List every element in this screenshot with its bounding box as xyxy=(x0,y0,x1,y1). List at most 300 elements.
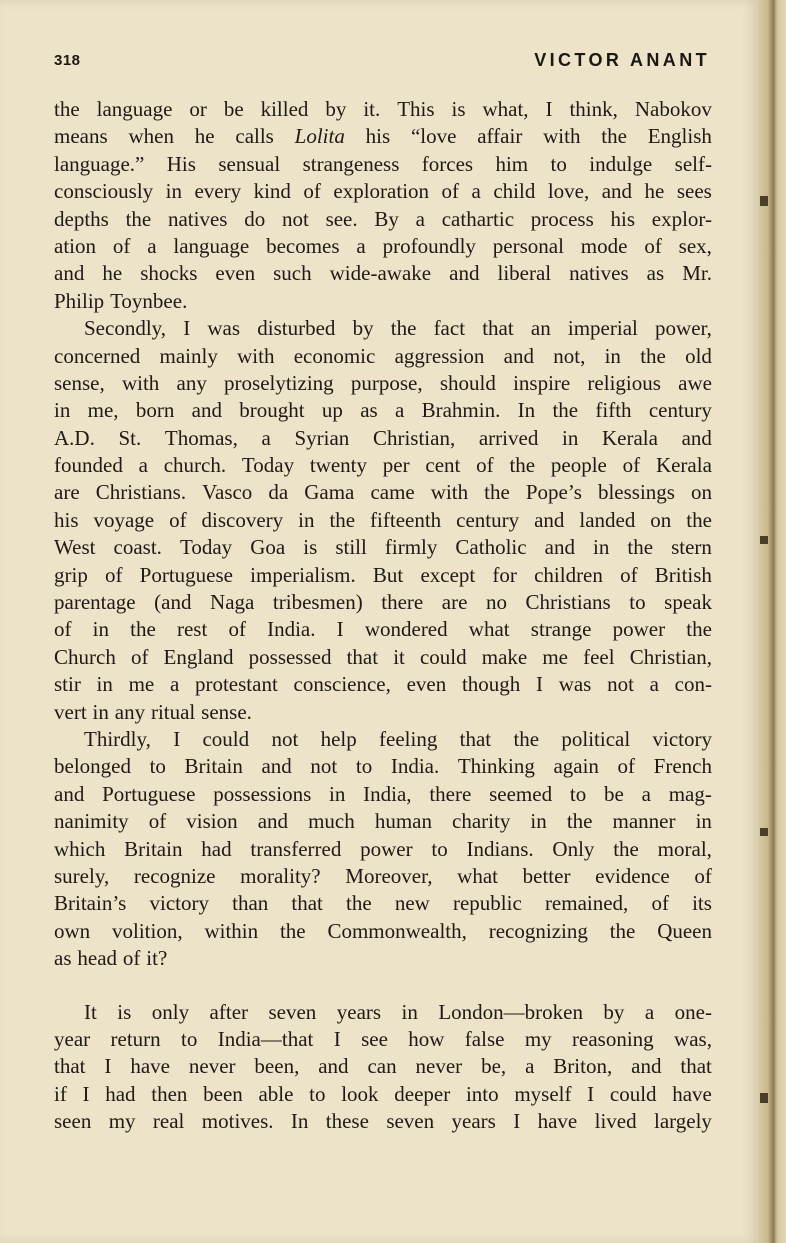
word: in xyxy=(604,343,621,368)
word: natives xyxy=(569,261,629,286)
word: to xyxy=(355,754,373,779)
word: every xyxy=(194,179,242,204)
word: I xyxy=(513,1109,521,1134)
text-line xyxy=(54,425,712,452)
word: means xyxy=(54,124,108,149)
word: can xyxy=(367,1054,397,1079)
word: Christians xyxy=(525,590,611,615)
word: discovery xyxy=(201,507,284,532)
text-line xyxy=(54,123,712,150)
word: sees xyxy=(676,179,712,204)
word: Today xyxy=(241,453,295,478)
word: see. xyxy=(325,206,358,231)
word: This xyxy=(397,97,435,121)
word: that xyxy=(346,644,379,669)
word: in xyxy=(54,398,71,423)
word: Secondly, xyxy=(84,316,167,341)
word: in xyxy=(92,617,109,642)
word: are xyxy=(441,590,468,615)
word: again xyxy=(553,754,599,779)
word: to xyxy=(569,781,587,806)
word: Thomas, xyxy=(164,425,238,450)
word: its xyxy=(692,891,712,916)
word: Portuguese xyxy=(102,781,196,806)
word: then xyxy=(151,1081,188,1106)
word: the xyxy=(686,507,712,532)
word: England xyxy=(163,644,234,669)
paragraph xyxy=(54,96,712,315)
text-line xyxy=(54,616,712,643)
word: not xyxy=(271,726,299,751)
word: Christian, xyxy=(372,425,456,450)
word: never xyxy=(415,1054,463,1079)
word: the xyxy=(125,206,152,231)
word: only xyxy=(151,999,190,1024)
word: to xyxy=(550,151,567,176)
word: English xyxy=(647,124,712,149)
word: children xyxy=(534,562,603,587)
word: exploration xyxy=(333,179,430,204)
word: born xyxy=(135,398,175,423)
word: I xyxy=(333,1026,341,1051)
word: not, xyxy=(553,343,586,368)
word: have xyxy=(672,1081,712,1106)
word: false xyxy=(464,1026,505,1051)
word: economic xyxy=(293,343,376,368)
word: and xyxy=(544,535,575,560)
word: with xyxy=(543,124,581,149)
word: of xyxy=(476,453,494,478)
word: India. xyxy=(267,617,316,642)
word: voyage xyxy=(93,507,155,532)
section-break xyxy=(54,973,712,999)
word: in xyxy=(593,535,610,560)
word: any xyxy=(176,370,207,395)
text-line xyxy=(54,178,712,205)
word: parentage xyxy=(54,590,136,615)
word: twenty xyxy=(309,453,368,478)
word: brought xyxy=(239,398,305,423)
word: But xyxy=(372,562,404,587)
word: the xyxy=(686,617,712,642)
word: republic xyxy=(452,891,522,916)
word: human xyxy=(374,809,432,834)
word: Today xyxy=(179,535,233,560)
word: feeling xyxy=(379,726,438,751)
word: see xyxy=(361,1026,388,1051)
word: ation xyxy=(54,233,96,258)
word: fifth xyxy=(595,398,632,423)
text-line xyxy=(54,562,712,589)
word: possessed xyxy=(248,644,332,669)
word: Britain’s xyxy=(54,891,127,916)
word: strangeness xyxy=(302,151,400,176)
word: is xyxy=(303,535,318,560)
word: love, xyxy=(547,179,590,204)
word: a xyxy=(138,453,148,478)
word: possessions xyxy=(213,781,312,806)
word: was xyxy=(207,316,241,341)
text-line xyxy=(54,479,712,506)
word: language xyxy=(173,233,250,258)
word: in xyxy=(92,699,109,724)
word: the xyxy=(513,726,540,751)
word: Christians. xyxy=(95,480,187,505)
word: be, xyxy=(481,1054,507,1079)
word: deeper xyxy=(394,1081,451,1106)
word: century xyxy=(456,507,520,532)
word: blessings xyxy=(597,480,675,505)
word: and xyxy=(681,425,712,450)
word: of xyxy=(112,233,131,258)
word: even xyxy=(406,672,447,697)
word: a xyxy=(261,425,271,450)
word: shocks xyxy=(140,261,198,286)
word: of xyxy=(148,809,167,834)
word: and xyxy=(54,781,85,806)
book-gutter xyxy=(758,0,786,1243)
word: and xyxy=(191,398,222,423)
word: and xyxy=(449,261,480,286)
word: fifteenth xyxy=(370,507,442,532)
word: the xyxy=(613,836,639,861)
word: aggression xyxy=(394,343,485,368)
word: power xyxy=(360,836,413,861)
word: better xyxy=(522,863,571,888)
word: the xyxy=(346,891,372,916)
word: it? xyxy=(146,946,168,971)
word: I xyxy=(545,97,553,121)
word: years xyxy=(336,999,382,1024)
word: Naga xyxy=(210,590,255,615)
word: in xyxy=(329,781,346,806)
word: Philip xyxy=(54,288,105,313)
word: Only xyxy=(552,836,595,861)
word: was, xyxy=(674,1026,712,1051)
text-line xyxy=(54,999,712,1026)
word: that xyxy=(482,316,514,341)
word: the xyxy=(640,343,666,368)
word: though xyxy=(461,672,521,697)
word: to xyxy=(181,1026,198,1051)
text-line xyxy=(54,534,712,561)
word: By xyxy=(374,206,399,231)
word: and xyxy=(503,343,534,368)
word: up xyxy=(321,398,343,423)
word: by xyxy=(325,97,347,121)
word: inspire xyxy=(513,370,571,395)
text-line xyxy=(54,1026,712,1053)
word: the xyxy=(484,480,510,505)
word: disturbed xyxy=(257,316,336,341)
word: evidence xyxy=(595,863,670,888)
word: there xyxy=(381,590,424,615)
word: these xyxy=(325,1109,369,1134)
word: purpose, xyxy=(350,370,423,395)
word: a xyxy=(644,999,655,1024)
word: his xyxy=(54,507,79,532)
word: Gama xyxy=(304,480,355,505)
word: the xyxy=(130,617,156,642)
text-line xyxy=(54,151,712,178)
word: think, xyxy=(569,97,618,121)
word: Church xyxy=(54,644,116,669)
word: religious xyxy=(587,370,661,395)
text-line xyxy=(54,370,712,397)
word: to xyxy=(431,836,448,861)
word: Lolita xyxy=(294,124,345,149)
word: personal xyxy=(492,233,564,258)
word: the xyxy=(601,124,627,149)
word: affair xyxy=(477,124,523,149)
word: French xyxy=(653,754,712,779)
word: da xyxy=(268,480,289,505)
word: explor- xyxy=(651,206,712,231)
word: not xyxy=(607,672,634,697)
word: is xyxy=(451,97,466,121)
word: recognizing xyxy=(488,918,588,943)
word: of xyxy=(169,507,187,532)
word: belonged xyxy=(54,754,131,779)
word: cathartic xyxy=(441,206,515,231)
word: of xyxy=(122,946,141,971)
word: victory xyxy=(149,891,209,916)
word: remained, xyxy=(544,891,629,916)
word: feel xyxy=(583,644,615,669)
word: had xyxy=(105,1081,136,1106)
word: India, xyxy=(363,781,412,806)
word: came xyxy=(370,480,415,505)
word: wide-awake xyxy=(329,261,432,286)
word: a xyxy=(394,398,405,423)
word: morality? xyxy=(240,863,321,888)
word: my xyxy=(108,1109,136,1134)
word: for xyxy=(492,562,517,587)
word: Christian, xyxy=(629,644,712,669)
text-line xyxy=(54,918,712,945)
text-line xyxy=(54,781,712,808)
word: that xyxy=(459,726,492,751)
word: into xyxy=(465,1081,499,1106)
word: I xyxy=(587,1081,595,1106)
text-line xyxy=(54,589,712,616)
text-line xyxy=(54,1053,712,1080)
paragraph xyxy=(54,315,712,726)
word: help xyxy=(320,726,357,751)
word: to xyxy=(149,754,166,779)
word: “love xyxy=(410,124,457,149)
text-line xyxy=(54,890,712,917)
word: a xyxy=(525,1054,535,1079)
word: that xyxy=(291,891,323,916)
word: except xyxy=(420,562,476,587)
word: that xyxy=(54,1054,86,1079)
word: a xyxy=(356,233,366,258)
word: in xyxy=(530,809,547,834)
word: return xyxy=(110,1026,161,1051)
word: of xyxy=(644,233,662,258)
word: power, xyxy=(655,316,712,341)
word: imperialism. xyxy=(250,562,356,587)
word: liberal xyxy=(497,261,552,286)
text-line xyxy=(54,945,712,972)
word: could xyxy=(202,726,250,751)
word: him xyxy=(495,151,529,176)
word: awe xyxy=(678,370,712,395)
word: and xyxy=(601,179,633,204)
word: Syrian xyxy=(294,425,350,450)
word: he xyxy=(102,261,123,286)
word: calls xyxy=(235,124,274,149)
word: arrived xyxy=(478,425,539,450)
word: of xyxy=(228,617,246,642)
word: the xyxy=(279,918,306,943)
word: vision xyxy=(186,809,238,834)
word: look xyxy=(341,1081,379,1106)
word: nanimity xyxy=(54,809,129,834)
word: the xyxy=(390,316,417,341)
word: me xyxy=(542,644,568,669)
word: my xyxy=(524,1026,552,1051)
word: of xyxy=(54,617,72,642)
word: becomes xyxy=(266,233,340,258)
word: within xyxy=(204,918,259,943)
word: of xyxy=(617,754,636,779)
word: as xyxy=(54,946,72,971)
word: he xyxy=(194,124,215,149)
word: rest xyxy=(176,617,208,642)
word: by xyxy=(352,316,374,341)
word: be xyxy=(223,97,244,121)
word: people xyxy=(550,453,607,478)
word: of xyxy=(105,562,123,587)
word: British xyxy=(654,562,712,587)
word: largely xyxy=(653,1109,712,1134)
word: depths xyxy=(54,206,109,231)
word: the xyxy=(509,453,536,478)
word: proselytizing xyxy=(224,370,334,395)
word: than xyxy=(232,891,269,916)
word: kind xyxy=(253,179,291,204)
word: His xyxy=(166,151,196,176)
word: I xyxy=(336,617,344,642)
word: not xyxy=(310,754,338,779)
word: West xyxy=(54,535,96,560)
word: could xyxy=(419,644,467,669)
word: coast. xyxy=(113,535,162,560)
word: wondered xyxy=(364,617,448,642)
word: natives xyxy=(167,206,228,231)
word: sense, xyxy=(54,370,105,395)
word: what xyxy=(468,617,510,642)
word: mode xyxy=(580,233,628,258)
paragraph xyxy=(54,726,712,973)
word: the xyxy=(627,535,654,560)
text-line xyxy=(54,288,712,315)
word: year xyxy=(54,1026,91,1051)
word: and xyxy=(318,1054,349,1079)
word: indulge xyxy=(589,151,653,176)
word: ritual xyxy=(150,699,196,724)
word: the xyxy=(329,507,356,532)
word: as xyxy=(646,261,665,286)
word: be xyxy=(604,781,624,806)
word: and xyxy=(54,261,85,286)
word: a xyxy=(415,206,425,231)
word: profoundly xyxy=(382,233,476,258)
word: and xyxy=(261,754,292,779)
word: me, xyxy=(87,398,119,423)
word: of xyxy=(694,863,712,888)
word: Moreover, xyxy=(345,863,433,888)
word: power xyxy=(612,617,666,642)
word: a xyxy=(147,233,157,258)
text-line xyxy=(54,671,712,698)
word: India. xyxy=(390,754,440,779)
word: Thinking xyxy=(457,754,535,779)
word: Goa xyxy=(250,535,286,560)
word: cent xyxy=(425,453,461,478)
word: been, xyxy=(254,1054,300,1079)
word: tribesmen) xyxy=(272,590,363,615)
word: founded xyxy=(54,453,123,478)
word: Toynbee. xyxy=(110,288,188,313)
word: one- xyxy=(674,999,712,1024)
word: could xyxy=(609,1081,657,1106)
word: make xyxy=(481,644,528,669)
word: concerned xyxy=(54,343,141,368)
word: able xyxy=(258,1081,294,1106)
word: fact xyxy=(433,316,466,341)
text-line xyxy=(54,507,712,534)
word: when xyxy=(128,124,174,149)
text-line xyxy=(54,343,712,370)
gutter-mark xyxy=(760,536,768,544)
word: own xyxy=(54,918,91,943)
word: a xyxy=(641,781,651,806)
word: killed xyxy=(260,97,309,121)
word: in xyxy=(298,507,315,532)
word: Brahmin. xyxy=(421,398,501,423)
word: Queen xyxy=(657,918,712,943)
word: he xyxy=(644,179,665,204)
word: It xyxy=(84,999,97,1024)
text-line xyxy=(54,233,712,260)
word: still xyxy=(335,535,367,560)
word: seven xyxy=(386,1109,435,1134)
word: an xyxy=(530,316,551,341)
word: as xyxy=(360,398,378,423)
word: is xyxy=(117,999,132,1024)
text-line xyxy=(54,452,712,479)
word: if xyxy=(54,1081,67,1106)
word: been xyxy=(203,1081,243,1106)
word: moral, xyxy=(657,836,712,861)
word: what xyxy=(457,863,498,888)
word: to xyxy=(629,590,646,615)
word: church. xyxy=(163,453,227,478)
word: such xyxy=(273,261,312,286)
word: Mr. xyxy=(682,261,712,286)
word: and xyxy=(534,507,565,532)
word: had xyxy=(201,836,232,861)
word: which xyxy=(54,836,106,861)
text-line xyxy=(54,726,712,753)
word: I xyxy=(104,1054,112,1079)
word: I xyxy=(535,672,543,697)
text-line xyxy=(54,753,712,780)
word: motives. xyxy=(201,1109,274,1134)
